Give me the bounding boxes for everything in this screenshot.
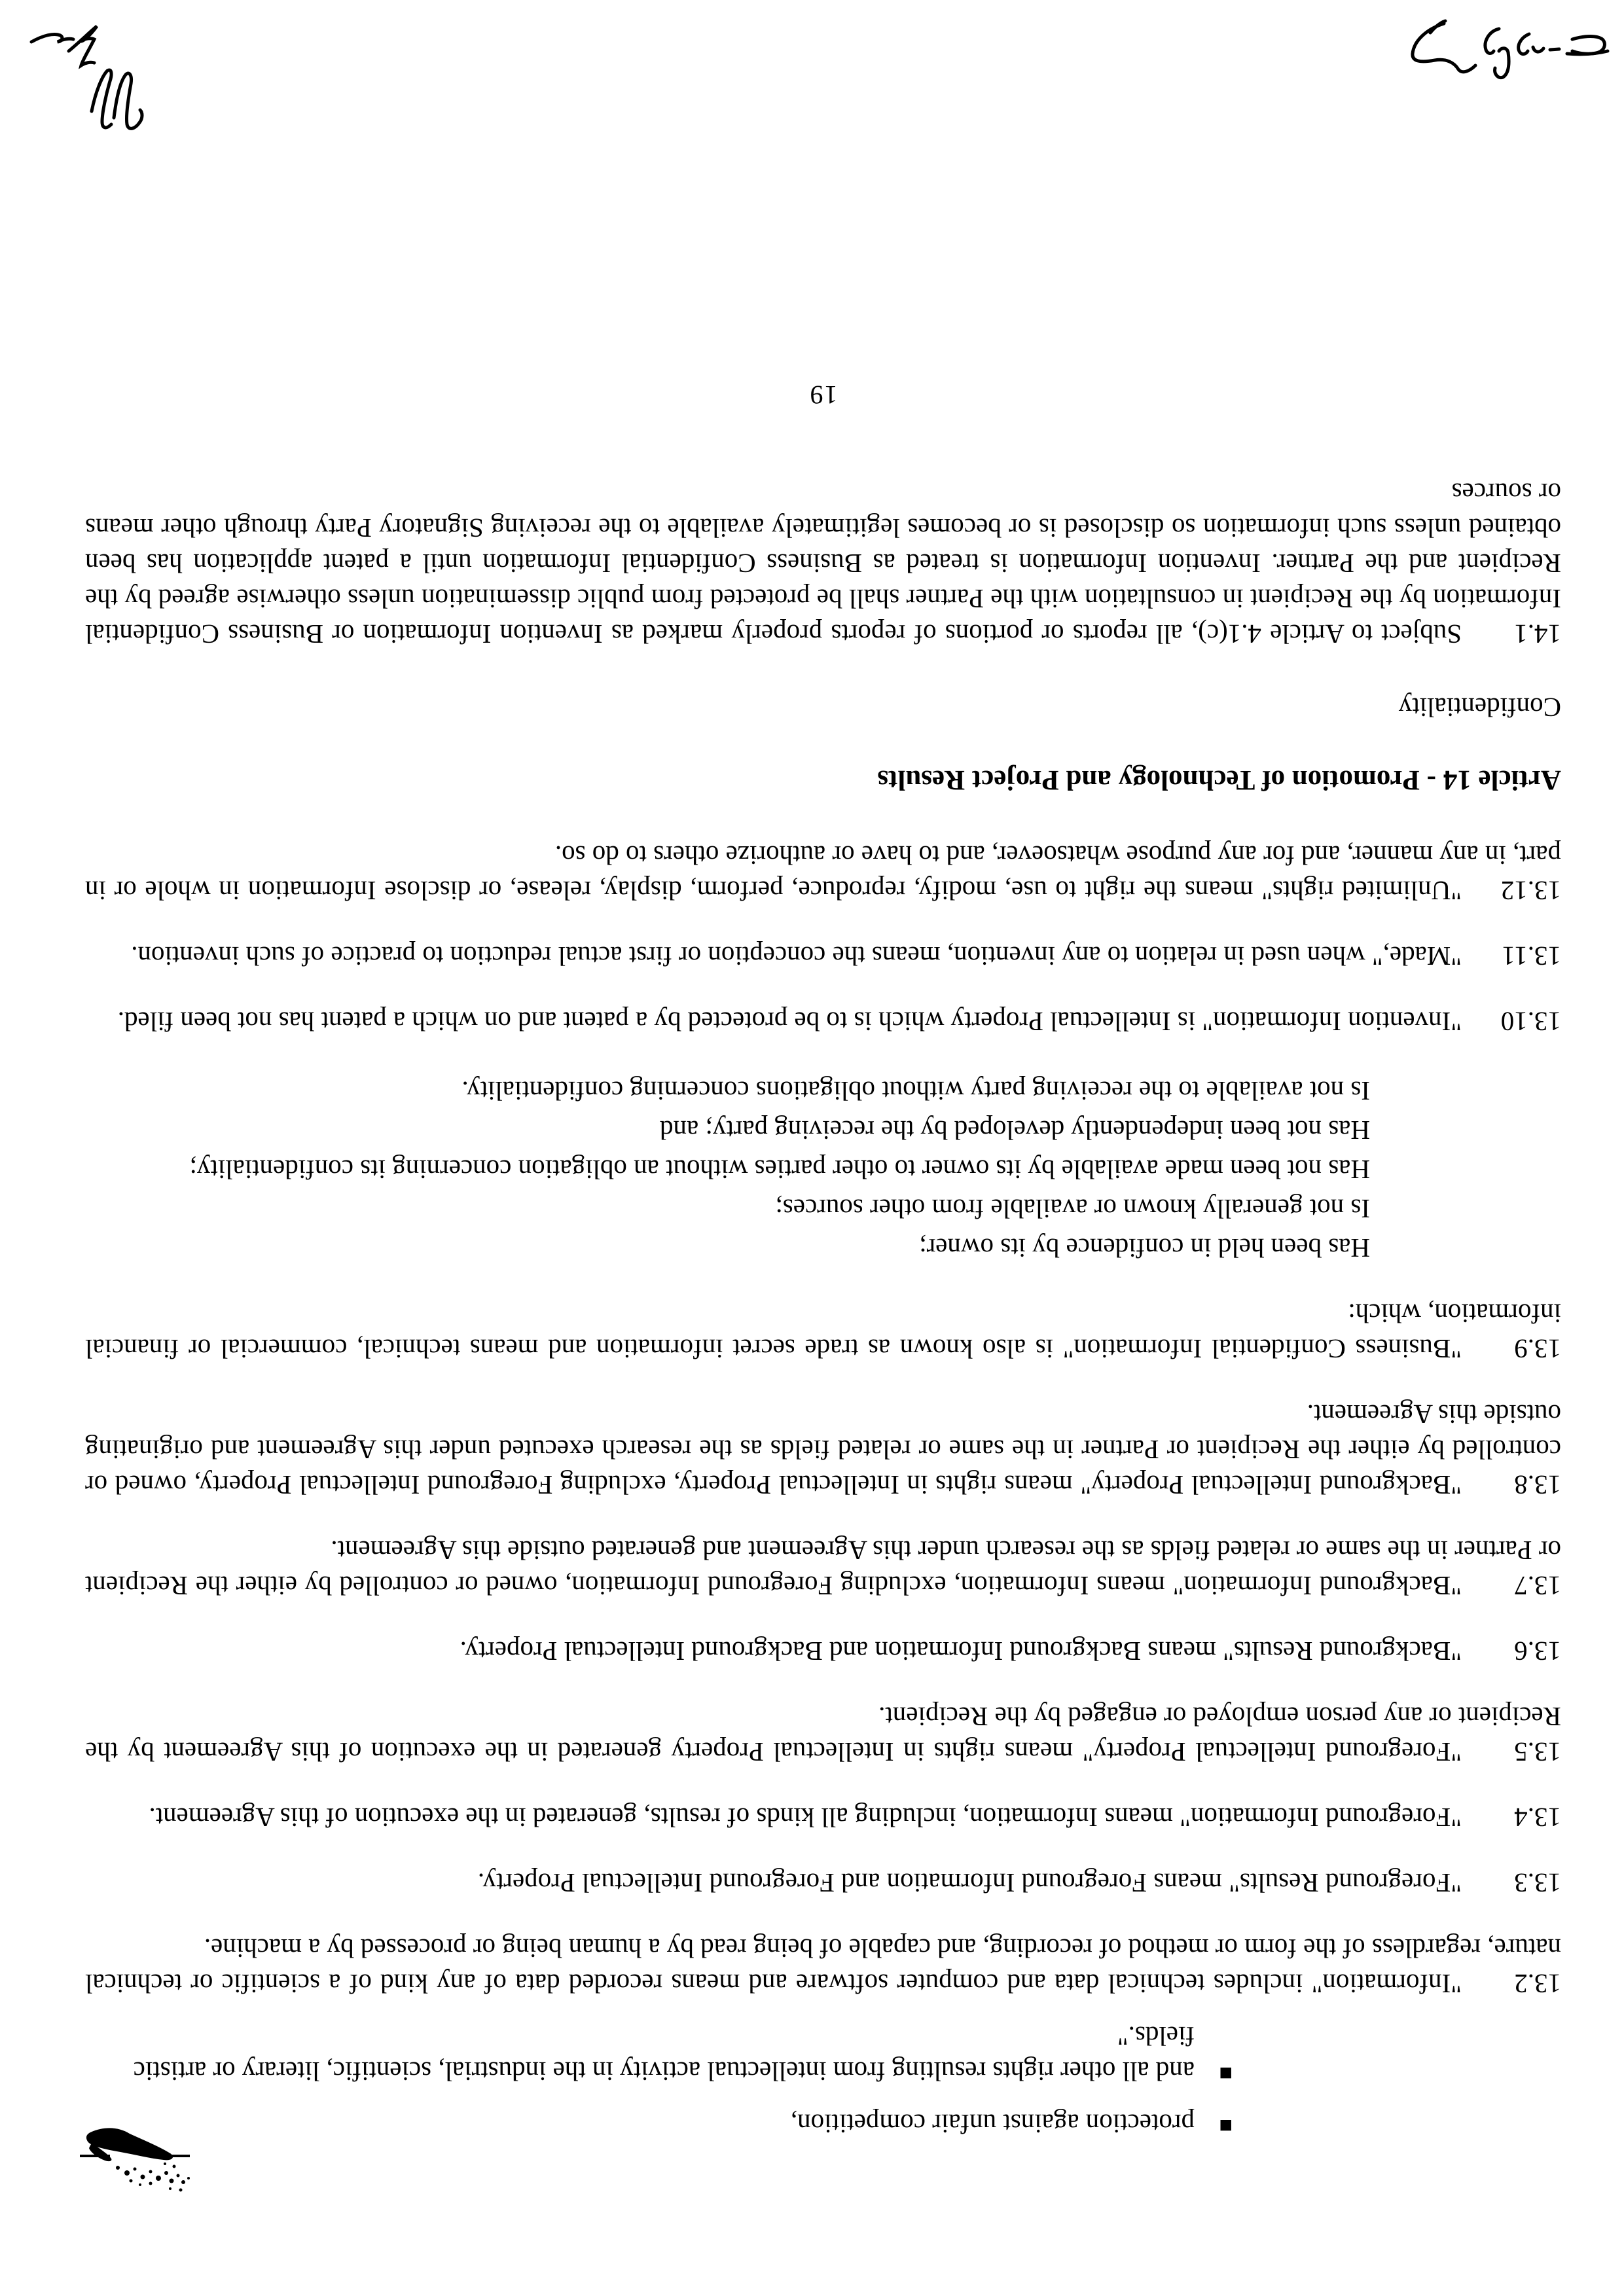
clause-text: "Information" includes technical data and computer software and means recorded data of any kind of a scientific or technical nature, regardless of the form or method of recording, and capable of being read by a human being or processed by a machine. [85, 1933, 1561, 1999]
clause-text: "Foreground Results" means Foreground Information and Foreground Intellectual Property. [477, 1868, 1462, 1898]
bullet-text: and all other rights resulting from intellectual activity in the industrial, scientific, literary or artistic fields." [133, 2021, 1195, 2087]
bullet-square-icon: ■ [1219, 2061, 1233, 2085]
list-item: Has not been independently developed by the receiving party; and [660, 1115, 1370, 1145]
confidential-criteria-list [85, 1073, 1561, 1266]
page-number: 19 [808, 380, 838, 410]
clause-number: 14.1 [1514, 619, 1561, 649]
clause-number: 13.10 [1500, 1007, 1561, 1037]
clause-text: "Foreground Intellectual Property" means rights in Intellectual Property generated in the execution of this Agreement by the Recipient or any person employed or engaged by the Recipient. [85, 1702, 1561, 1767]
clause-text: "Business Confidential Information" is also known as trade secret information and means technical, commercial or financial information, which: [85, 1299, 1561, 1364]
clause-13-6 [85, 1634, 1561, 1669]
clause-14-1 [85, 475, 1561, 652]
clause-text: "Background Information" means Information, excluding Foreground Information, owned or controlled by either the Recipient or Partner in the same or related fields as the research under this Agreement and generated outside this Agreement. [85, 1535, 1561, 1601]
clause-number: 13.3 [1514, 1868, 1561, 1898]
bullet-square-icon: ■ [1219, 2113, 1233, 2138]
clause-13-12 [85, 838, 1561, 908]
clause-13-3 [85, 1865, 1561, 1901]
list-item [85, 2018, 1561, 2089]
clause-number: 13.12 [1500, 876, 1561, 906]
clause-13-11 [85, 939, 1561, 974]
list-item [85, 2106, 1561, 2142]
clause-number: 13.4 [1514, 1803, 1561, 1833]
clause-text: "Background Intellectual Property" means rights in Intellectual Property, excluding Foreground Intellectual Property, owned or controlled by either the Recipient or Partner in the same or related fields as the research executed under this Agreement and originating outside this Agreement. [85, 1399, 1561, 1500]
list-item: Has been held in confidence by its owner; [919, 1233, 1370, 1263]
clause-text: "Invention Information" is Intellectual Property which is to be protected by a patent and on which a patent has not been filed. [117, 1007, 1462, 1037]
clause-text: "Unlimited rights" means the right to use, modify, reproduce, perform, display, release, or disclose Information in whole or in part, in any manner, and for any purpose whatsoever, and to have or authorize others to do so. [85, 840, 1561, 906]
clause-number: 13.2 [1514, 1969, 1561, 1999]
clause-number: 13.6 [1514, 1636, 1561, 1666]
clause-number: 13.7 [1514, 1571, 1561, 1601]
article-14-heading: Article 14 - Promotion of Technology and Project Results [877, 764, 1561, 795]
clause-number: 13.8 [1514, 1470, 1561, 1500]
list-item: Is not available to the receiving party without obligations concerning confidentiality. [461, 1076, 1370, 1106]
continuation-bullet-list [85, 2018, 1561, 2142]
bullet-text: protection against unfair competition, [790, 2109, 1195, 2139]
list-item: Has not been made available by its owner to other parties without an obligation concerning its confidentiality; [189, 1155, 1370, 1185]
clause-number: 13.11 [1502, 941, 1561, 971]
list-item: Is not generally known or available from other sources; [775, 1194, 1370, 1224]
clause-text: "Made," when used in relation to any invention, means the conception or first actual reduction to practice of such invention. [131, 941, 1462, 971]
clause-number: 13.5 [1514, 1737, 1561, 1767]
clause-13-8 [85, 1397, 1561, 1503]
clause-13-4 [85, 1800, 1561, 1835]
clause-13-7 [85, 1533, 1561, 1604]
clause-text: Subject to Article 4.1(c), all reports or portions of reports properly marked as Invention Information or Business Confidential Information by the Recipient in consultation with the Partner shall be protected from public dissemination unless otherwise agreed by the Recipient and the Partner. Invention Information is treated as Business Confidential Information until a patent application has been obtained unless such information so disclosed is or becomes legitimately available to the receiving Signatory Party through other means or sources [85, 478, 1561, 649]
clause-text: "Background Results" means Background Information and Background Intellectual Property. [460, 1636, 1462, 1666]
confidentiality-subheading: Confidentiality [1398, 692, 1561, 723]
clause-13-2 [85, 1931, 1561, 2001]
clause-text: "Foreground Information" means Information, including all kinds of results, generated in the execution of this Agreement. [149, 1803, 1462, 1833]
clause-13-5 [85, 1699, 1561, 1770]
clause-13-10 [85, 1004, 1561, 1039]
clause-13-9 [85, 1296, 1561, 1367]
clause-number: 13.9 [1514, 1334, 1561, 1364]
